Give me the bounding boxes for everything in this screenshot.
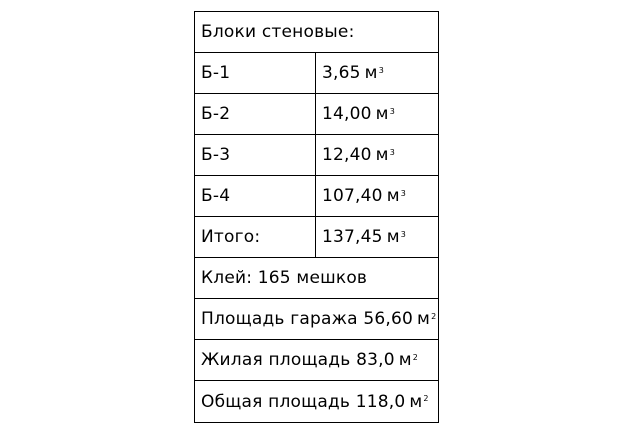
unit-power: 2	[412, 352, 419, 362]
area-text	[195, 381, 438, 422]
volume-unit: м	[375, 104, 389, 124]
area-row	[195, 381, 438, 422]
unit-power: 2	[431, 311, 437, 321]
block-name: Б-3	[195, 135, 316, 175]
block-volume	[316, 135, 438, 175]
volume-unit: м	[364, 63, 378, 83]
volume-unit: м	[375, 145, 389, 165]
area-value: 56,60	[363, 309, 414, 329]
total-row	[195, 217, 438, 258]
table-heading: Блоки стеновые:	[201, 22, 355, 42]
volume-value: 14,00	[322, 104, 372, 124]
unit-power: 3	[389, 147, 395, 157]
block-name: Б-1	[195, 53, 316, 93]
table-heading-row	[195, 12, 438, 53]
table-row	[195, 53, 438, 94]
area-row	[195, 299, 438, 340]
unit-power: 3	[400, 188, 407, 198]
volume-unit: м	[386, 227, 400, 247]
specification-table	[194, 11, 439, 423]
unit-power: 3	[389, 106, 395, 116]
total-label: Итого:	[195, 217, 316, 257]
area-label: Общая площадь	[201, 391, 351, 412]
area-value: 118,0	[355, 391, 406, 412]
volume-value: 12,40	[322, 145, 372, 165]
table-row	[195, 135, 438, 176]
unit-power: 3	[400, 229, 407, 239]
area-unit: м	[409, 391, 423, 412]
block-name: Б-4	[195, 176, 316, 216]
unit-power: 3	[378, 65, 384, 75]
area-label: Площадь гаража	[201, 309, 358, 329]
area-value: 83,0	[356, 350, 395, 370]
area-text	[195, 340, 438, 380]
volume-value: 3,65	[322, 63, 361, 83]
volume-unit: м	[386, 186, 400, 206]
area-row	[195, 340, 438, 381]
block-volume	[316, 53, 438, 93]
block-name: Б-2	[195, 94, 316, 134]
total-volume	[316, 217, 438, 257]
area-label: Жилая площадь	[201, 350, 351, 370]
block-volume	[316, 176, 438, 216]
glue-row	[195, 258, 438, 299]
volume-value: 107,40	[322, 186, 383, 206]
area-unit: м	[398, 350, 412, 370]
area-unit: м	[417, 309, 431, 329]
area-text	[195, 299, 438, 339]
unit-power: 2	[423, 394, 429, 403]
table-row	[195, 94, 438, 135]
table-row	[195, 176, 438, 217]
glue-text: Клей: 165 мешков	[201, 268, 368, 288]
block-volume	[316, 94, 438, 134]
volume-value: 137,45	[322, 227, 383, 247]
